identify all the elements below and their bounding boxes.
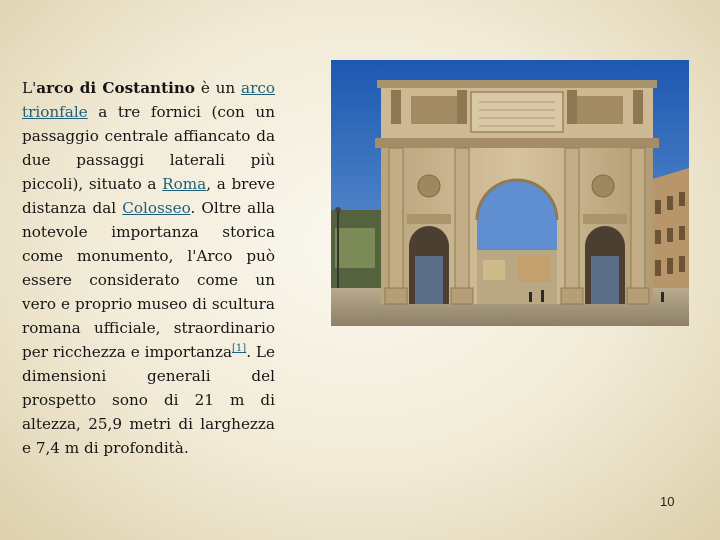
link-colosseo[interactable]: Colosseo [122,199,191,217]
text-segment: L' [22,79,37,97]
link-arco-trionfale[interactable]: arco trionfale [22,79,275,121]
text-segment: , a breve distanza dal [22,175,275,217]
text-segment: . Le dimensioni generali del prospetto sono di 21 m di altezza, 25,9 metri di larghezza e 7,4 m di profondità. [22,343,275,457]
title-bold: arco di Costantino [36,79,196,97]
text-segment: . Oltre alla notevole importanza storica come monumento, l'Arco può essere considerato come un vero e proprio museo di scultura romana ufficiale, straordinario per ricchezza e importanza [22,199,275,361]
text-segment: a tre fornici (con un passaggio centrale affiancato da due passaggi laterali più piccoli), situato a [22,103,275,193]
page-number: 10 [660,494,675,509]
arch-of-constantine-photo [331,60,689,326]
link-roma[interactable]: Roma [162,175,207,193]
text-segment: è un [195,79,242,97]
body-paragraph [22,76,275,460]
footnote-link[interactable]: [1] [232,342,247,354]
